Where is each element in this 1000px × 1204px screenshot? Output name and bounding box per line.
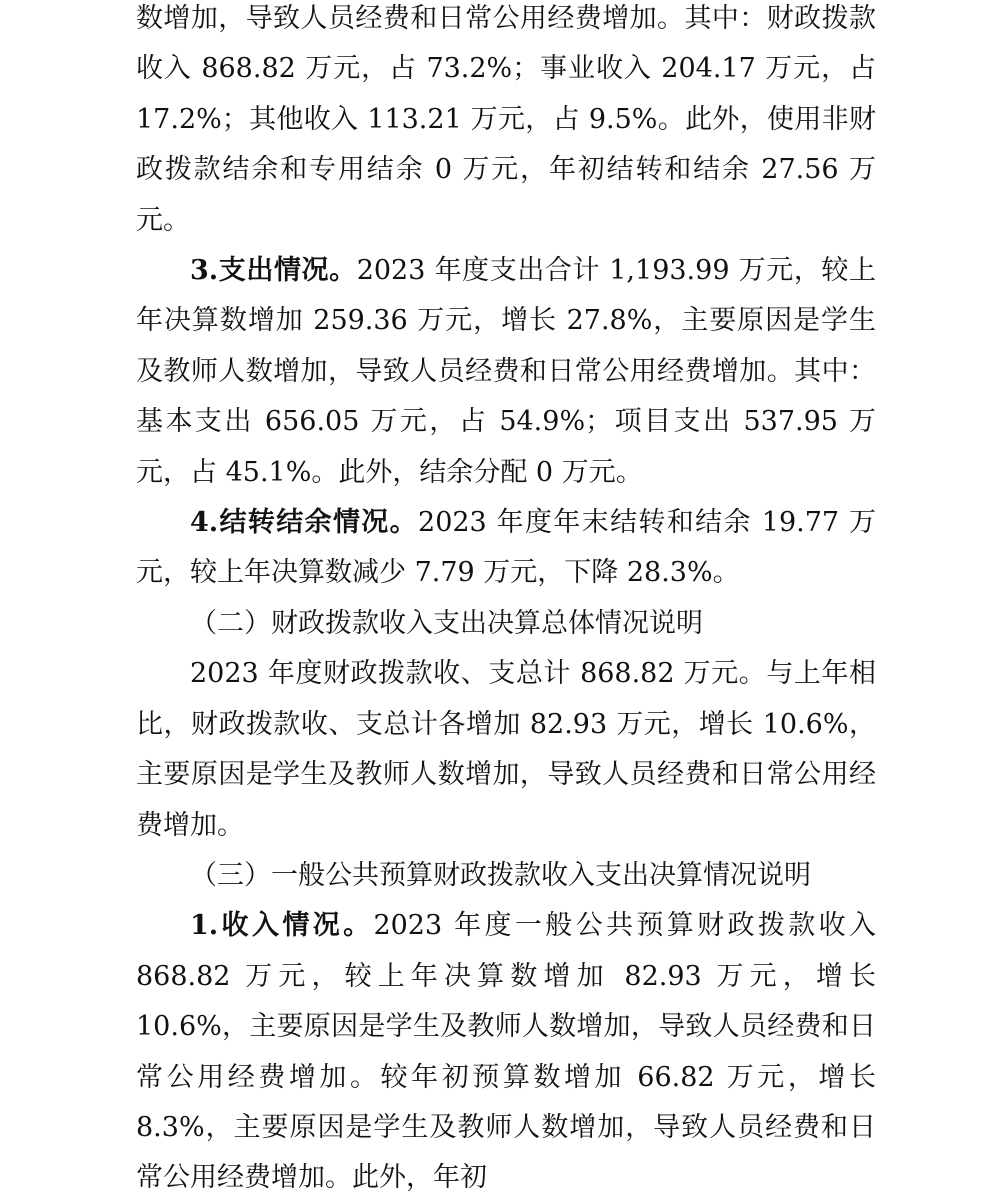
section-title-2 bbox=[136, 599, 876, 649]
paragraph-section-3-income bbox=[136, 901, 876, 1203]
paragraph-carryover bbox=[136, 498, 876, 599]
document-page bbox=[136, 0, 876, 1204]
section-title-text: （二）财政拨款收入支出决算总体情况说明 bbox=[190, 607, 703, 639]
section-title-3 bbox=[136, 851, 876, 901]
paragraph-income-continued bbox=[136, 0, 876, 246]
section-title-text: （三）一般公共预算财政拨款收入支出决算情况说明 bbox=[190, 859, 811, 891]
paragraph-heading: 1.收入情况。 bbox=[190, 910, 374, 942]
paragraph-heading: 3.支出情况。 bbox=[190, 255, 357, 287]
paragraph-text: 数增加，导致人员经费和日常公用经费增加。其中：财政拨款收入 868.82 万元，占 73.2%；事业收入 204.17 万元，占 17.2%；其他收入 113.21 万元，占 9.5%。此外，使用非财政拨款结余和专用结余 0 万元，年初结转和结余 27.56 万元。 bbox=[136, 3, 876, 236]
paragraph-heading: 4.结转结余情况。 bbox=[190, 507, 419, 539]
paragraph-section-2-body bbox=[136, 649, 876, 851]
paragraph-text: 2023 年度一般公共预算财政拨款收入 868.82 万元，较上年决算数增加 82.93 万元，增长 10.6%，主要原因是学生及教师人数增加，导致人员经费和日常公用经费增加。较年初预算数增加 66.82 万元，增长 8.3%，主要原因是学生及教师人数增加，导致人员经费和日常公用经费增加。此外，年初 bbox=[136, 910, 877, 1194]
paragraph-text: 2023 年度财政拨款收、支总计 868.82 万元。与上年相比，财政拨款收、支总计各增加 82.93 万元，增长 10.6%，主要原因是学生及教师人数增加，导致人员经费和日常公用经费增加。 bbox=[136, 658, 876, 841]
paragraph-text: 2023 年度支出合计 1,193.99 万元，较上年决算数增加 259.36 万元，增长 27.8%，主要原因是学生及教师人数增加，导致人员经费和日常公用经费增加。其中：基本支出 656.05 万元，占 54.9%；项目支出 537.95 万元，占 45.1%。此外，结余分配 0 万元。 bbox=[136, 255, 876, 488]
paragraph-text: 2023 年度年末结转和结余 19.77 万元，较上年决算数减少 7.79 万元，下降 28.3%。 bbox=[136, 507, 876, 589]
paragraph-expenditure bbox=[136, 246, 876, 498]
